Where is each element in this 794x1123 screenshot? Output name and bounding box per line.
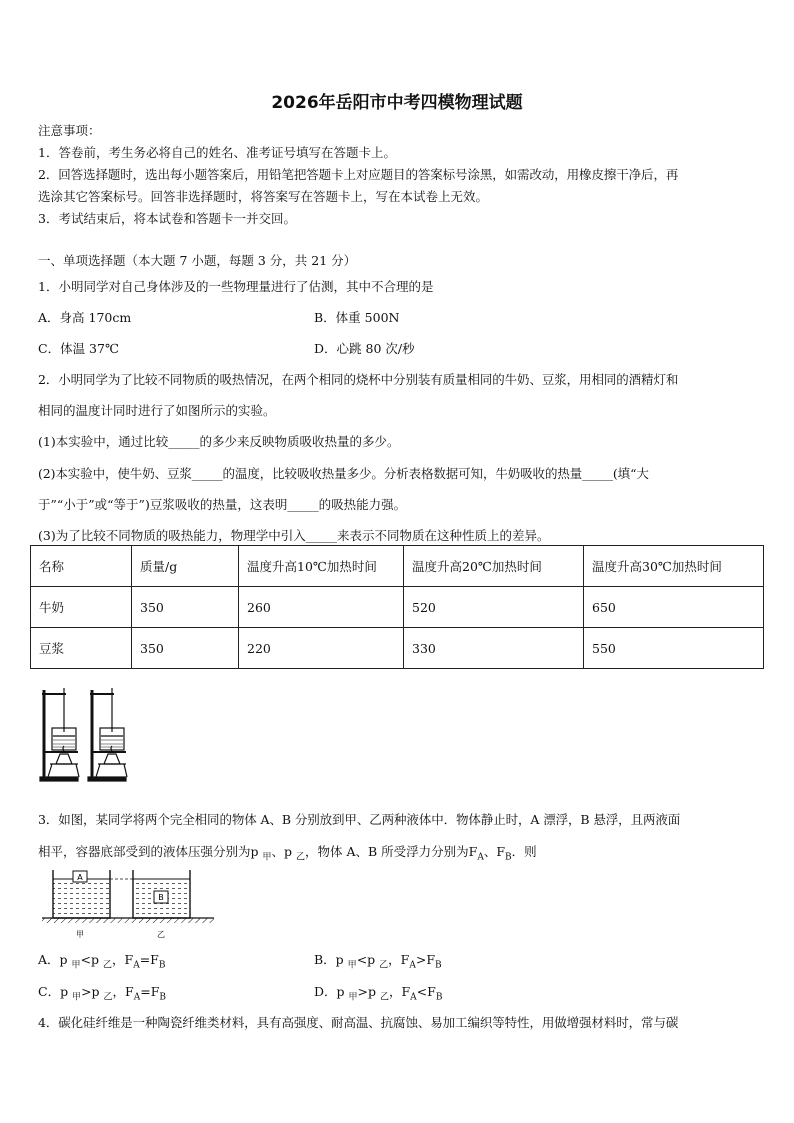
question-2-stem-cont: 相同的温度计同时进行了如图所示的实验。 <box>38 403 276 418</box>
question-1-stem: 1．小明同学对自己身体涉及的一些物理量进行了估测，其中不合理的是 <box>38 279 434 294</box>
q3-option-d: D．p $_甲$>p $_乙$，$F_A<F_B$ <box>314 984 443 1003</box>
container-yi-label: 乙 <box>157 930 165 939</box>
object-b-label: B <box>158 893 164 902</box>
notice-item: 2．回答选择题时，选出每小题答案后，用铅笔把答题卡上对应题目的答案标号涂黑，如需改动，用橡皮擦干净后，再 <box>38 167 679 182</box>
q3-option-a: A．p $_甲$<p $_乙$，$F_A=F_B$ <box>38 952 166 971</box>
table-row <box>31 587 764 628</box>
page-title: 2026年岳阳市中考四模物理试题 <box>271 93 523 113</box>
heating-apparatus-figure <box>38 684 134 784</box>
table-cell: 350 <box>132 587 239 628</box>
q2-sub-question: (3)为了比较不同物质的吸热能力，物理学中引入_____来表示不同物质在这种性质上的差异。 <box>38 528 550 543</box>
table-cell: 260 <box>239 587 404 628</box>
q3-option-c: C．p $_甲$>p $_乙$，$F_A=F_B$ <box>38 984 166 1003</box>
q2-sub-question: (1)本实验中，通过比较_____的多少来反映物质吸收热量的多少。 <box>38 434 400 449</box>
q2-sub-question-cont: 于”“小于”或“等于”)豆浆吸收的热量，这表明_____的吸热能力强。 <box>38 497 407 512</box>
object-a-label: A <box>77 873 83 882</box>
table-cell: 350 <box>132 628 239 669</box>
table-header-cell: 温度升高30℃加热时间 <box>584 546 764 587</box>
question-2-stem: 2．小明同学为了比较不同物质的吸热情况，在两个相同的烧杯中分别装有质量相同的牛奶、豆浆，用相同的酒精灯和 <box>38 372 679 387</box>
container-jia-label: 甲 <box>76 930 84 939</box>
notice-item: 1．答卷前，考生务必将自己的姓名、准考证号填写在答题卡上。 <box>38 145 396 160</box>
table-cell: 牛奶 <box>31 587 132 628</box>
q1-option-d: D．心跳 80 次/秒 <box>314 341 415 356</box>
question-3-stem: 3．如图，某同学将两个完全相同的物体 A、B 分别放到甲、乙两种液体中．物体静止时，A 漂浮，B 悬浮，且两液面 <box>38 812 681 827</box>
q1-option-a: A．身高 170cm <box>38 310 132 325</box>
q3-option-b: B．p $_甲$<p $_乙$，$F_A>F_B$ <box>314 952 442 971</box>
heating-data-table <box>30 545 764 669</box>
table-cell: 220 <box>239 628 404 669</box>
table-header-cell: 温度升高10℃加热时间 <box>239 546 404 587</box>
table-header-cell: 温度升高20℃加热时间 <box>404 546 584 587</box>
question-4-stem: 4．碳化硅纤维是一种陶瓷纤维类材料，具有高强度、耐高温、抗腐蚀、易加工编织等特性，用做增强材料时，常与碳 <box>38 1015 679 1030</box>
notice-item: 选涂其它答案标号。回答非选择题时，将答案写在答题卡上，写在本试卷上无效。 <box>38 189 489 204</box>
notice-item: 3．考试结束后，将本试卷和答题卡一并交回。 <box>38 211 296 226</box>
table-cell: 330 <box>404 628 584 669</box>
table-row <box>31 628 764 669</box>
table-cell: 520 <box>404 587 584 628</box>
table-cell: 650 <box>584 587 764 628</box>
q1-option-c: C．体温 37℃ <box>38 341 119 356</box>
table-header-cell: 质量/g <box>132 546 239 587</box>
q1-option-b: B．体重 500N <box>314 310 400 325</box>
buoyancy-containers-figure <box>40 866 216 942</box>
table-header-cell: 名称 <box>31 546 132 587</box>
table-cell: 豆浆 <box>31 628 132 669</box>
table-header-row <box>31 546 764 587</box>
table-cell: 550 <box>584 628 764 669</box>
question-3-stem-cont: 相平，容器底部受到的液体压强分别为p $_甲$、p $_乙$，物体 A、B 所受浮力分别为$F_A$、$F_B$．则 <box>38 844 537 863</box>
notice-heading: 注意事项： <box>38 123 101 138</box>
section-heading: 一、单项选择题（本大题 7 小题，每题 3 分，共 21 分） <box>38 253 357 268</box>
q2-sub-question: (2)本实验中，使牛奶、豆浆_____的温度，比较吸收热量多少。分析表格数据可知，牛奶吸收的热量_____(填“大 <box>38 466 649 481</box>
